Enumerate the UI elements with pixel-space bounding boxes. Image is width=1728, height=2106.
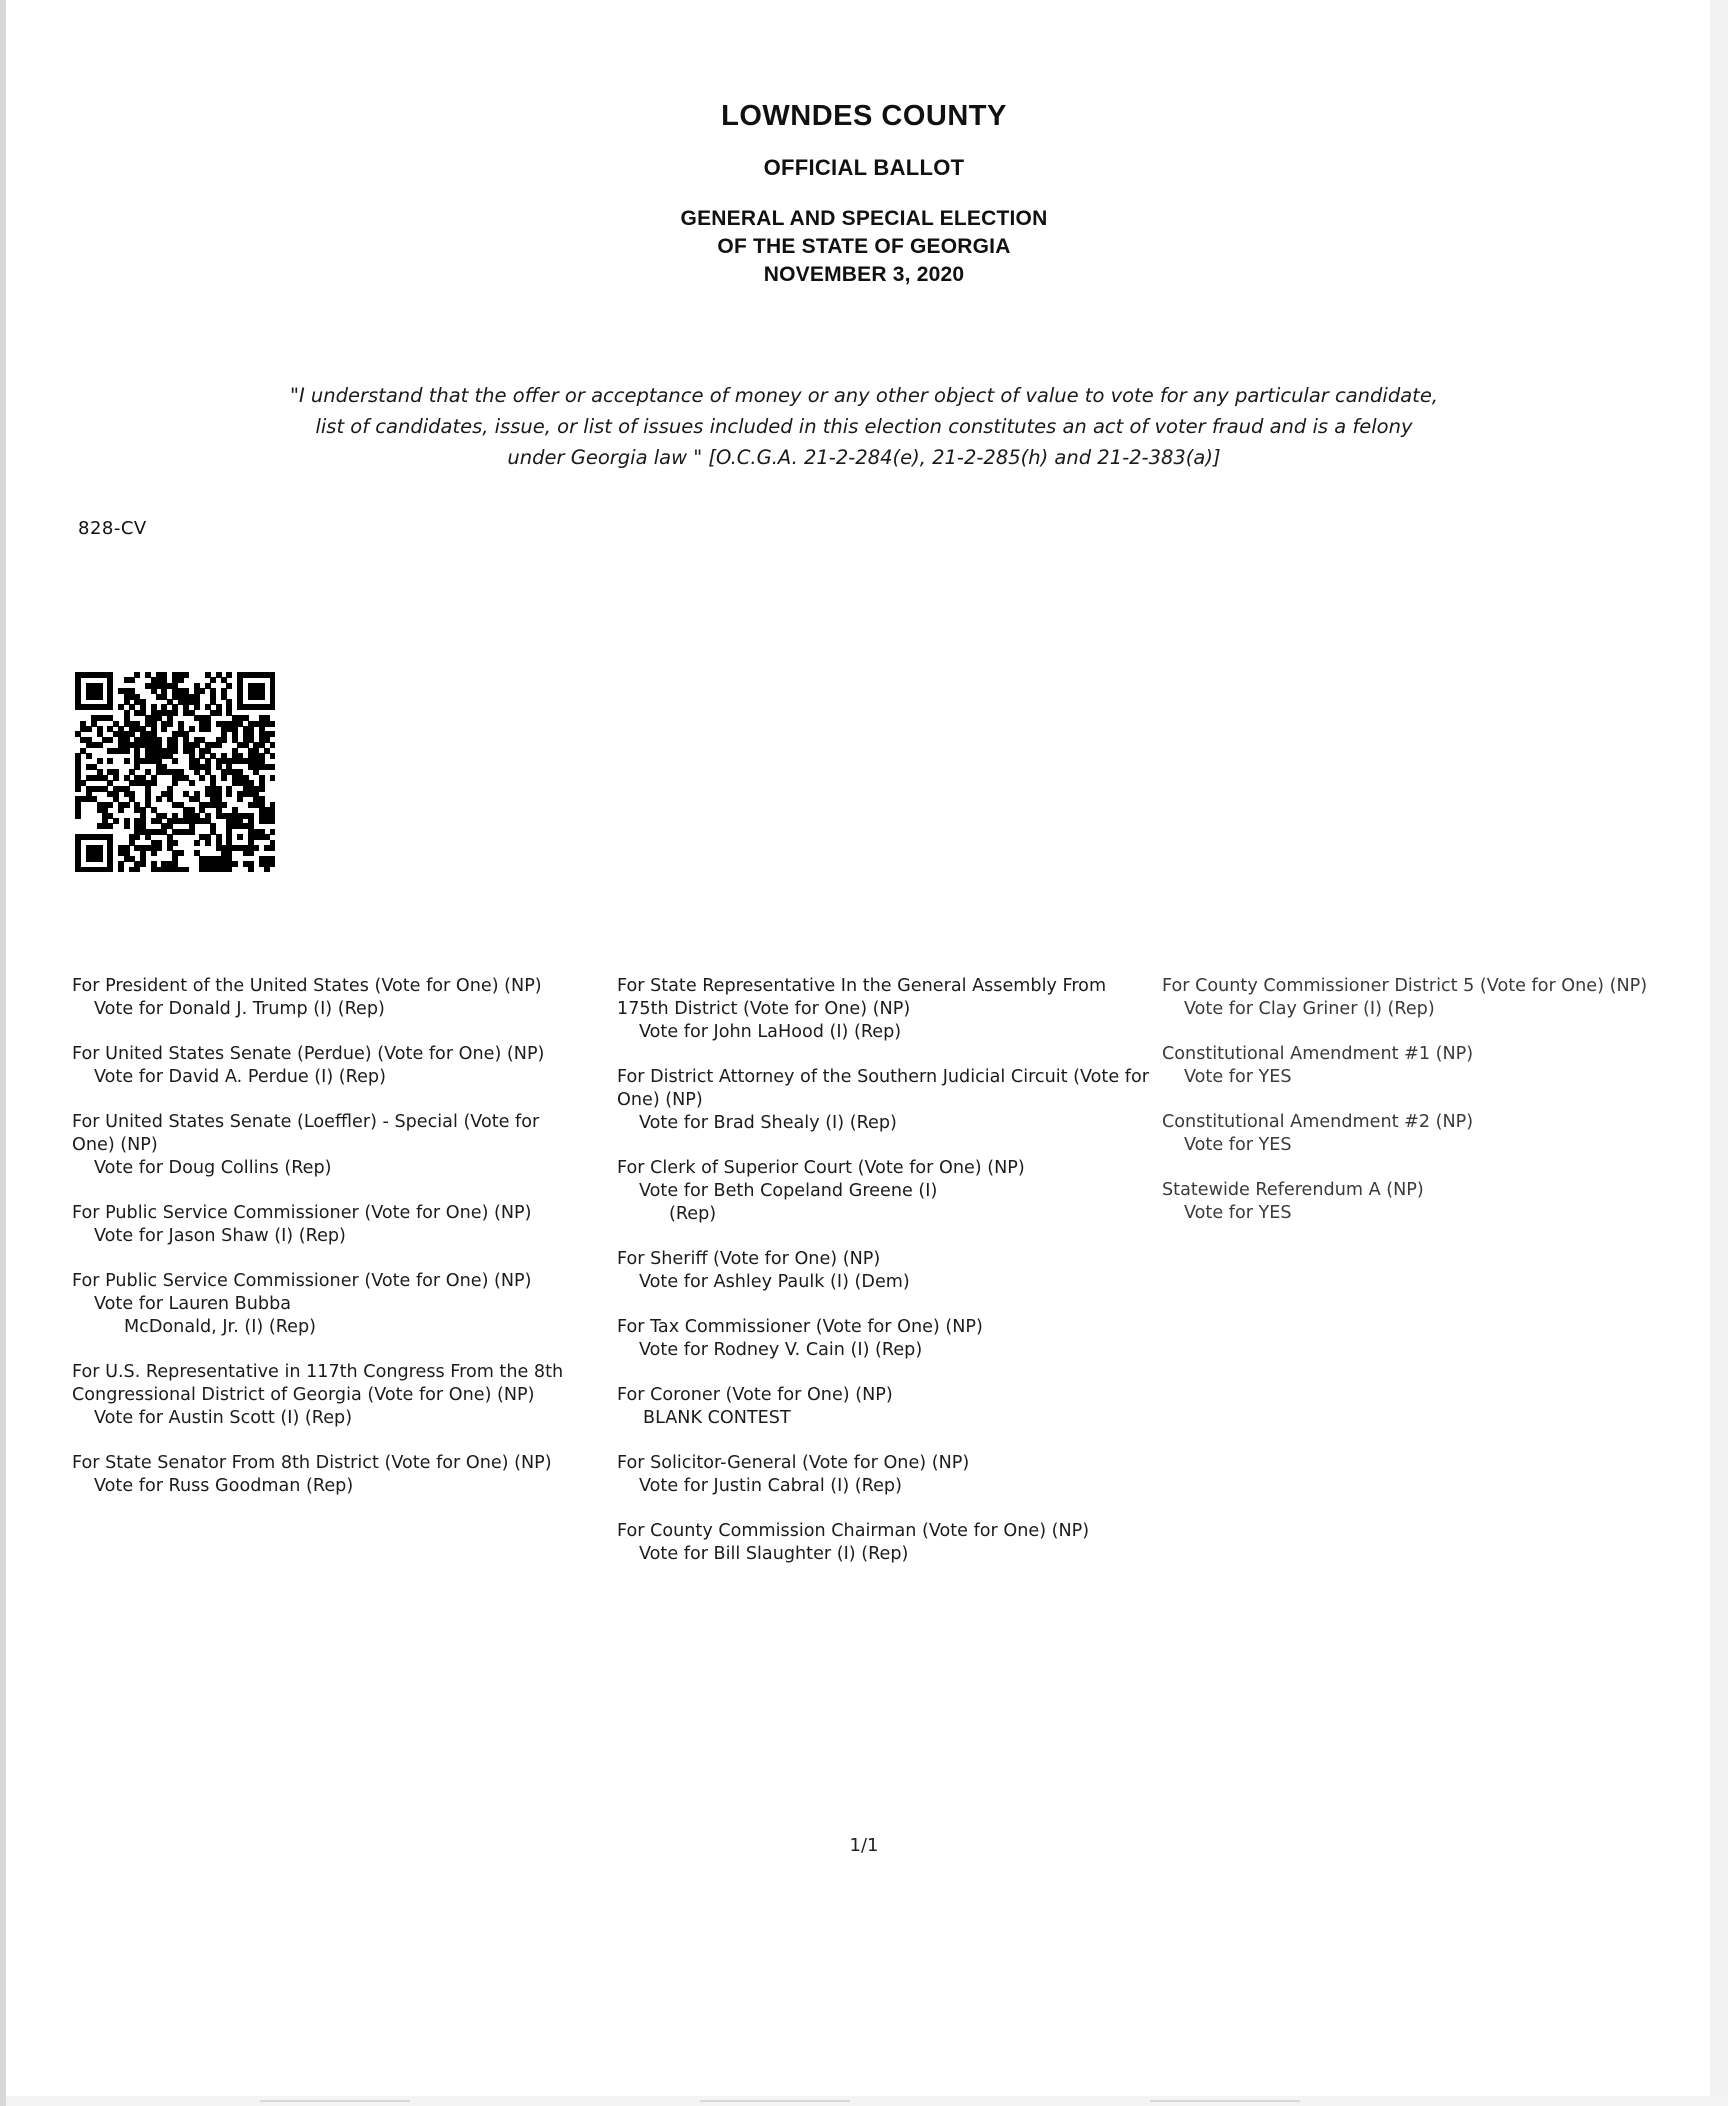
contest-title: For Public Service Commissioner (Vote for One) (NP) bbox=[72, 1203, 532, 1223]
scan-tick-bottom-1 bbox=[260, 2100, 410, 2102]
contest-title: For Sheriff (Vote for One) (NP) bbox=[617, 1249, 881, 1269]
scan-edge-right bbox=[1710, 0, 1728, 2106]
column-1 bbox=[72, 975, 587, 1520]
contest-title: For President of the United States (Vote for One) (NP) bbox=[72, 976, 542, 996]
oath-line-2: list of candidates, issue, or list of issues included in this election constitutes an act of voter fraud and is a felony bbox=[315, 415, 1413, 438]
contest-selection: Vote for Jason Shaw (I) (Rep) bbox=[94, 1226, 346, 1246]
contest-title: For U.S. Representative in 117th Congress From the 8th Congressional District of Georgia (Vote for One) (NP) bbox=[72, 1362, 564, 1405]
voter-oath bbox=[80, 380, 1648, 473]
contest-title: Constitutional Amendment #2 (NP) bbox=[1162, 1112, 1474, 1132]
contest-selection: Vote for Russ Goodman (Rep) bbox=[94, 1476, 354, 1496]
blank-contest: BLANK CONTEST bbox=[643, 1408, 791, 1428]
contest-selection-continued: (Rep) bbox=[669, 1204, 717, 1224]
oath-line-3: under Georgia law " [O.C.G.A. 21-2-284(e), 21-2-285(h) and 21-2-383(a)] bbox=[507, 446, 1221, 469]
contest-selection: Vote for David A. Perdue (I) (Rep) bbox=[94, 1067, 386, 1087]
contest-selection: Vote for YES bbox=[1184, 1067, 1292, 1087]
contest-selection: Vote for Doug Collins (Rep) bbox=[94, 1158, 332, 1178]
contest-selection: Vote for Clay Griner (I) (Rep) bbox=[1184, 999, 1435, 1019]
contest bbox=[72, 1043, 587, 1089]
contest-selection: Vote for Rodney V. Cain (I) (Rep) bbox=[639, 1340, 923, 1360]
contest bbox=[617, 1384, 1162, 1430]
scan-tick-left bbox=[0, 0, 6, 2106]
column-2 bbox=[617, 975, 1162, 1588]
contest-title: For Solicitor-General (Vote for One) (NP) bbox=[617, 1453, 970, 1473]
county-title: LOWNDES COUNTY bbox=[721, 100, 1007, 132]
contest-title: For State Representative In the General Assembly From 175th District (Vote for One) (NP) bbox=[617, 976, 1107, 1019]
scan-tick-bottom-3 bbox=[1150, 2100, 1300, 2102]
contest-selection: Vote for Brad Shealy (I) (Rep) bbox=[639, 1113, 897, 1133]
contest-selection: Vote for Lauren Bubba bbox=[94, 1294, 292, 1314]
contest bbox=[72, 1111, 587, 1180]
contest bbox=[1162, 1111, 1662, 1157]
contest bbox=[72, 1202, 587, 1248]
contest-selection: Vote for Beth Copeland Greene (I) bbox=[639, 1181, 938, 1201]
contest-title: For County Commission Chairman (Vote for One) (NP) bbox=[617, 1521, 1090, 1541]
ballot-id: 828-CV bbox=[78, 518, 147, 539]
contest bbox=[617, 1452, 1162, 1498]
contest-selection: Vote for YES bbox=[1184, 1135, 1292, 1155]
contest bbox=[617, 1520, 1162, 1566]
contest bbox=[617, 975, 1162, 1044]
contest-selection-continued: McDonald, Jr. (I) (Rep) bbox=[124, 1317, 316, 1337]
contest bbox=[617, 1248, 1162, 1294]
contest-columns bbox=[72, 975, 1662, 1735]
contest-selection: Vote for John LaHood (I) (Rep) bbox=[639, 1022, 902, 1042]
contest bbox=[72, 1361, 587, 1430]
election-date: NOVEMBER 3, 2020 bbox=[763, 263, 965, 286]
scan-tick-bottom-2 bbox=[700, 2100, 850, 2102]
contest-selection: Vote for Ashley Paulk (I) (Dem) bbox=[639, 1272, 910, 1292]
contest bbox=[72, 1270, 587, 1339]
oath-line-1: "I understand that the offer or acceptance of money or any other object of value to vote for any particular candidate, bbox=[289, 384, 1439, 407]
contest bbox=[1162, 1179, 1662, 1225]
ballot-header bbox=[0, 100, 1728, 289]
contest-title: For State Senator From 8th District (Vote for One) (NP) bbox=[72, 1453, 552, 1473]
contest bbox=[72, 1452, 587, 1498]
contest-title: Constitutional Amendment #1 (NP) bbox=[1162, 1044, 1474, 1064]
contest bbox=[72, 975, 587, 1021]
contest-title: For County Commissioner District 5 (Vote for One) (NP) bbox=[1162, 976, 1648, 996]
contest-selection: Vote for Justin Cabral (I) (Rep) bbox=[639, 1476, 902, 1496]
column-3 bbox=[1162, 975, 1662, 1247]
contest bbox=[617, 1157, 1162, 1226]
page-number: 1/1 bbox=[849, 1835, 879, 1856]
contest-title: For Public Service Commissioner (Vote for One) (NP) bbox=[72, 1271, 532, 1291]
contest bbox=[1162, 1043, 1662, 1089]
contest-title: Statewide Referendum A (NP) bbox=[1162, 1180, 1424, 1200]
contest bbox=[1162, 975, 1662, 1021]
official-ballot-title: OFFICIAL BALLOT bbox=[763, 155, 965, 180]
contest bbox=[617, 1316, 1162, 1362]
contest-title: For United States Senate (Loeffler) - Special (Vote for One) (NP) bbox=[72, 1112, 540, 1155]
election-line-2: OF THE STATE OF GEORGIA bbox=[717, 235, 1011, 258]
contest bbox=[617, 1066, 1162, 1135]
contest-selection: Vote for Austin Scott (I) (Rep) bbox=[94, 1408, 353, 1428]
contest-selection: Vote for YES bbox=[1184, 1203, 1292, 1223]
contest-selection: Vote for Donald J. Trump (I) (Rep) bbox=[94, 999, 385, 1019]
contest-title: For Clerk of Superior Court (Vote for One) (NP) bbox=[617, 1158, 1025, 1178]
contest-title: For United States Senate (Perdue) (Vote for One) (NP) bbox=[72, 1044, 545, 1064]
contest-title: For Coroner (Vote for One) (NP) bbox=[617, 1385, 893, 1405]
election-line-1: GENERAL AND SPECIAL ELECTION bbox=[680, 207, 1048, 230]
election-title bbox=[0, 205, 1728, 289]
qr-code bbox=[75, 672, 275, 872]
contest-selection: Vote for Bill Slaughter (I) (Rep) bbox=[639, 1544, 909, 1564]
contest-title: For District Attorney of the Southern Judicial Circuit (Vote for One) (NP) bbox=[617, 1067, 1149, 1110]
contest-title: For Tax Commissioner (Vote for One) (NP) bbox=[617, 1317, 983, 1337]
